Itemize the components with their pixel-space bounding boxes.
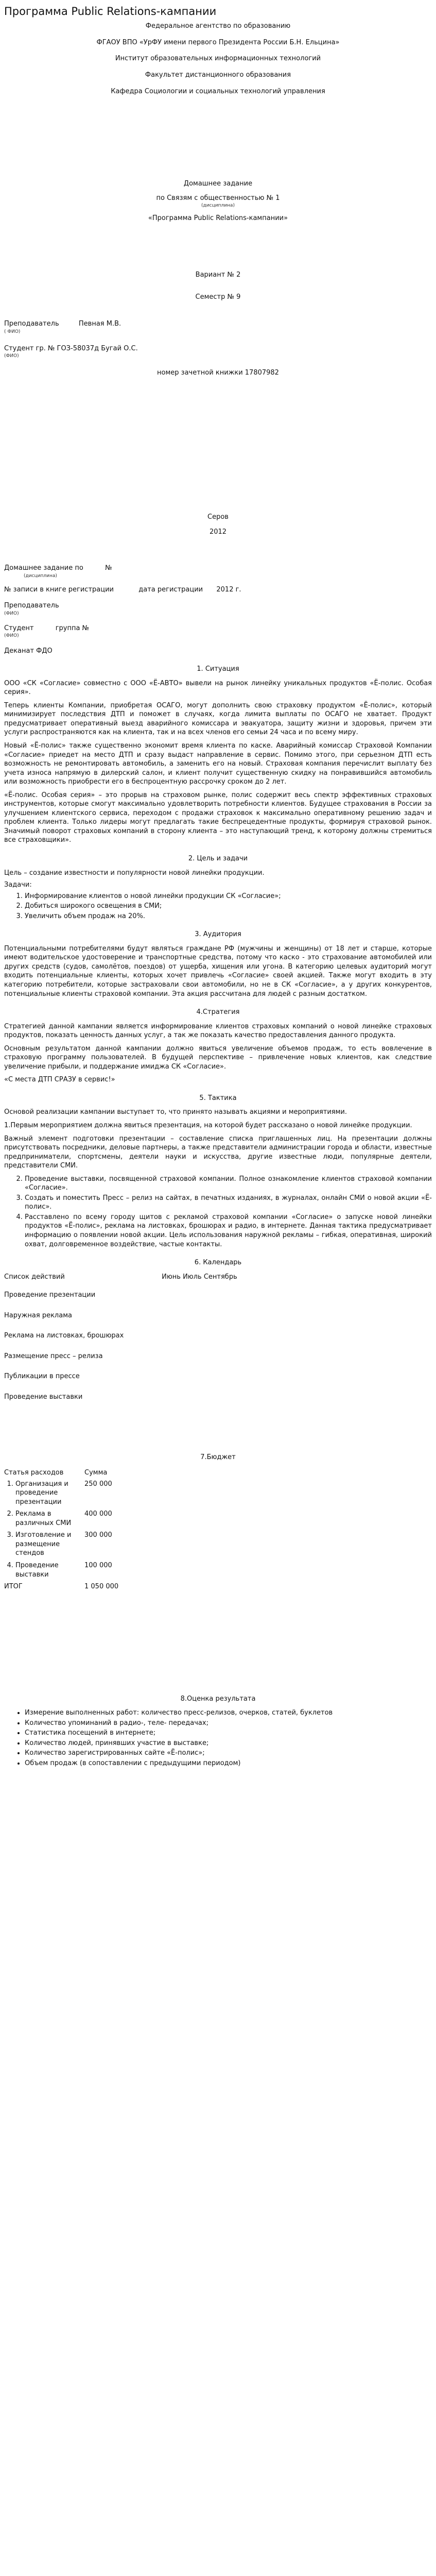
- task-item: 1. Информирование клиентов о новой линейки продукции СК «Согласие»;: [25, 892, 432, 901]
- section-2-body: [4, 869, 432, 921]
- reg-teacher-fio: (ФИО): [4, 611, 19, 616]
- budget-total-row: [4, 1581, 121, 1592]
- strategy-paragraph-1: Стратегией данной кампании является информирование клиентов страховых компаний о новой линейке страховых продуктов, показать ценность данных услуг, а так же показать качество предоставления данного продукта.: [4, 1022, 432, 1040]
- city: Серов: [207, 513, 229, 521]
- reg-teacher-label: Преподаватель: [4, 602, 59, 610]
- reg-year: 2012 г.: [216, 585, 241, 594]
- reg-student-label: Студент: [4, 624, 34, 632]
- section-5-title: 5. Тактика: [199, 1094, 237, 1102]
- assignment-topic: «Программа Public Relations-кампании»: [148, 214, 288, 223]
- budget-sum: 100 000: [84, 1561, 112, 1569]
- task-item: 3. Увеличить объем продаж на 20%.: [25, 912, 432, 921]
- teacher-name: Певная М.В.: [78, 319, 121, 328]
- section-5-body: [4, 1108, 432, 1249]
- dean-office: Деканат ФДО: [4, 647, 53, 655]
- budget-sum: 250 000: [84, 1480, 112, 1488]
- reg-date-label: дата регистрации: [138, 585, 203, 594]
- budget-item: 4. Проведение выставки: [15, 1561, 81, 1579]
- student-fio-note: (ФИО): [4, 353, 19, 359]
- situation-paragraph-3: Новый «Ё-полис» также существенно экономит время клиента по каске. Аварийный комиссар Страховой Компании «Согласие» приедет на место ДТП и сразу выдаст направление в сервис. Помимо этого, при серьезном ДТП есть возможность не ремонтировать автомобиль, а заменить его на новый. Страховая компания перечислит выплату без учета износа напрямую в дилерский салон, и клиент получит существенную скидку на понравившийся автомобиль или возможность приобрести его в беспроцентную рассрочку сроком до 2 лет.: [4, 741, 432, 786]
- budget-table: [4, 1467, 121, 1592]
- section-2-title: 2. Цель и задачи: [188, 854, 248, 862]
- reg-number-sign: №: [105, 564, 112, 572]
- teacher-fio-note: ( ФИО): [4, 329, 21, 334]
- goal-text: Цель – создание известности и популярности новой линейки продукции.: [4, 869, 265, 877]
- section-6-title: 6. Календарь: [194, 1259, 242, 1267]
- evaluation-item: • Измерение выполненных работ: количество пресс-релизов, очерков, статей, буклетов: [25, 1708, 432, 1718]
- budget-item: 1. Организация и проведение презентации: [15, 1480, 81, 1507]
- tactics-list: [4, 1175, 432, 1249]
- calendar-row: Проведение выставки: [4, 1393, 83, 1401]
- tactics-item: 4. Расставлено по всему городу щитов с рекламой страховой компании «Согласие» о запуске новой линейки продуктов «Ё-полис», реклама на листовках, брошюрах и радио, в интернете. Данная тактика предусматривает информацию о появлении новой акции. Цель использования наружной рекламы – гибкая, оперативная, широкий охват, долговременное воздействие, частые контакты.: [25, 1213, 432, 1249]
- tasks-label: Задачи:: [4, 881, 32, 889]
- reg-group-label: группа №: [55, 624, 90, 632]
- student-line: Студент гр. № ГОЗ-58037д Бугай О.С.: [4, 344, 138, 352]
- slogan: «С места ДТП СРАЗУ в сервис!»: [4, 1076, 115, 1084]
- evaluation-item: • Количество людей, принявших участие в выставке;: [25, 1739, 432, 1748]
- budget-row: [4, 1479, 121, 1509]
- title-page-header: [4, 22, 432, 96]
- calendar-list-label: Список действий: [4, 1273, 65, 1281]
- semester-number: Семестр № 9: [195, 293, 241, 301]
- teacher-label: Преподаватель: [4, 319, 59, 328]
- calendar-months: Июнь Июль Сентябрь: [162, 1273, 237, 1281]
- budget-col-item: Статья расходов: [4, 1469, 64, 1477]
- budget-total-label: ИТОГ: [4, 1583, 23, 1591]
- section-3-title: 3. Аудитория: [195, 930, 241, 939]
- budget-total-value: 1 050 000: [84, 1583, 119, 1591]
- reg-assignment-label: Домашнее задание по: [4, 564, 83, 572]
- budget-row: [4, 1530, 121, 1560]
- calendar-row: Реклама на листовках, брошюрах: [4, 1332, 124, 1340]
- university-line: ФГАОУ ВПО «УрФУ имени первого Президента России Б.Н. Ельцина»: [96, 38, 340, 46]
- audience-paragraph: Потенциальными потребителями будут являться граждане РФ (мужчины и женщины) от 18 лет и старше, которые имеют водительское удостоверение и транспортные средства, потому что каско - это страхование автомобилей или других средств (судов, самолётов, поездов) от ущерба, хищения или угона. В категорию целевых аудиторий могут входить потенциальные клиенты, которых хочет привлечь «Согласие» своей акцией. Также могут входить в эту категорию потребители, которые застраховали свои автомобили, но не в СК «Согласие», а у других конкурентов, потенциальные клиенты страховой компании. Эта акция рассчитана для людей с разным достатком.: [4, 944, 432, 998]
- section-1-body: [4, 679, 432, 845]
- section-8-title: 8.Оценка результата: [180, 1694, 256, 1703]
- reg-student-fio: (ФИО): [4, 633, 19, 639]
- calendar-row: Публикации в прессе: [4, 1372, 80, 1381]
- tactics-item: 3. Создать и поместить Пресс – релиз на сайтах, в печатных изданиях, в журналах, онлайн СМИ о новой акции «Ё-полис».: [25, 1194, 432, 1212]
- evaluation-item: • Статистика посещений в интернете;: [25, 1728, 432, 1738]
- evaluation-item: • Объем продаж (в сопоставлении с предыдущими периодом): [25, 1759, 432, 1768]
- tactics-paragraph-1: Основой реализации кампании выступает то, что принято называть акциями и мероприятиями.: [4, 1108, 347, 1116]
- situation-paragraph-2: Теперь клиенты Компании, приобретая ОСАГО, могут дополнить свою страховку продуктом «Ё-полис», который минимизирует последствия ДТП и поможет в случаях, когда лимита выплаты по ОСАГО не хватает. Продукт предусматривает оперативный выезд аварийного комиссара и эвакуатора, защиту жизни и здоровья, причем эти услуги распространяются как на клиента, так и на всех членов его семьи 24 часа и по всему миру.: [4, 701, 432, 737]
- budget-item: 3. Изготовление и размещение стендов: [15, 1531, 81, 1558]
- signatures-block: [4, 319, 432, 378]
- evaluation-item: • Количество зарегистрированных сайте «Ё-полис»;: [25, 1749, 432, 1758]
- agency-line: Федеральное агентство по образованию: [145, 22, 291, 30]
- calendar-row: Проведение презентации: [4, 1291, 96, 1299]
- reg-record-label: № записи в книге регистрации: [4, 585, 114, 594]
- strategy-paragraph-2: Основным результатом данной кампании должно явиться увеличение объемов продаж, то есть вовлечение в страховую программу пользователей. В будущей перспективе – привлечение новых клиентов, как следствие увеличение прибыли, и поддержание имиджа СК «Согласие».: [4, 1044, 432, 1071]
- assignment-block: [4, 179, 432, 302]
- calendar-row: Наружная реклама: [4, 1311, 72, 1319]
- section-4-title: 4.Стратегия: [196, 1008, 240, 1016]
- document-title: Программа Public Relations-кампании: [4, 5, 217, 18]
- budget-item: 2. Реклама в различных СМИ: [15, 1510, 81, 1528]
- section-1-title: 1. Ситуация: [197, 665, 239, 673]
- reg-discipline-note: (дисциплина): [24, 573, 57, 579]
- tactics-paragraph-2: 1.Первым мероприятием должна явиться презентация, на которой будет рассказано о новой линейке продукции.: [4, 1122, 412, 1129]
- assignment-discipline: по Связям с общественностью № 1: [156, 194, 280, 202]
- section-4-body: [4, 1022, 432, 1084]
- variant-number: Вариант № 2: [195, 270, 241, 279]
- budget-row: [4, 1560, 121, 1581]
- institute-line: Институт образовательных информационных технологий: [115, 55, 321, 63]
- calendar-row: Размещение пресс – релиза: [4, 1352, 103, 1360]
- evaluation-list: [4, 1708, 432, 1768]
- calendar-block: [4, 1273, 432, 1402]
- section-3-body: [4, 944, 432, 998]
- faculty-line: Факультет дистанционного образования: [145, 71, 291, 79]
- record-book-number: номер зачетной книжки 17807982: [157, 369, 279, 377]
- situation-paragraph-1: ООО «СК «Согласие» совместно с ООО «Ё-АВТО» вывели на рынок линейку уникальных продуктов «Ё-полис. Особая серия».: [4, 679, 432, 697]
- place-year: [4, 513, 432, 537]
- tactics-item: 2. Проведение выставки, посвященной страховой компании. Полное ознакомление клиентов страховой компании «Согласие».: [25, 1175, 432, 1193]
- budget-sum: 300 000: [84, 1531, 112, 1539]
- tactics-paragraph-3: Важный элемент подготовки презентации – составление списка приглашенных лиц. На презентации должны присутствовать посредники, деловые партнеры, а также представители администрации города и области, известные предприниматели, спортсмены, деятели науки и искусства, другие известные люди, популярные деятели, представители СМИ.: [4, 1134, 432, 1170]
- budget-sum: 400 000: [84, 1510, 112, 1518]
- task-item: 2. Добиться широкого освещения в СМИ;: [25, 902, 432, 911]
- assignment-heading: Домашнее задание: [183, 180, 253, 188]
- department-line: Кафедра Социологии и социальных технологий управления: [111, 87, 325, 95]
- budget-row: [4, 1509, 121, 1530]
- budget-col-sum: Сумма: [84, 1469, 108, 1477]
- evaluation-item: • Количество упоминаний в радио-, теле- передачах;: [25, 1719, 432, 1728]
- situation-paragraph-4: «Ё-полис. Особая серия» – это прорыв на страховом рынке, полис содержит весь спектр эффективных страховых инструментов, которые смогут максимально удовлетворить потребности клиентов. Будущее страхования в России за улучшением клиентского сервиса, переходом с продажи страховок к максимально оперативному решению задач и проблем клиента. Только лидеры могут предлагать такие беспрецедентные продукты, формируя страховой рынок. Значимый поворот страховых компаний в сторону клиента – это наступающий тренд, к которому должны стремиться все страховщики».: [4, 791, 432, 844]
- year: 2012: [209, 528, 227, 536]
- discipline-note: (дисциплина): [201, 203, 235, 209]
- registration-block: [4, 564, 432, 655]
- tasks-list: [4, 892, 432, 921]
- budget-header-row: [4, 1467, 121, 1479]
- section-7-title: 7.Бюджет: [200, 1453, 236, 1462]
